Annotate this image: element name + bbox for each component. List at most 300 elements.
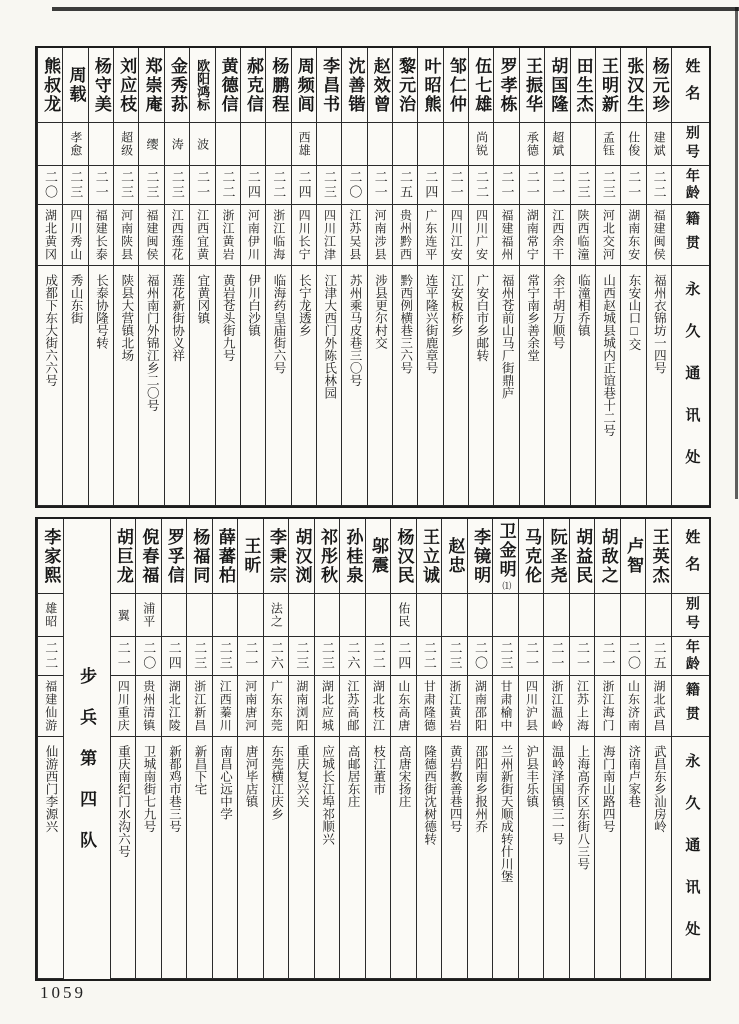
person-age	[519, 637, 544, 676]
person-address	[266, 266, 290, 506]
person-name-text: 张汉生	[624, 56, 644, 114]
person-column	[161, 519, 187, 979]
person-address-text: 济南卢家巷	[626, 745, 641, 808]
person-age-text: 二一	[549, 641, 565, 671]
roster-table-top	[35, 46, 711, 508]
person-native-place-text: 江苏吴县	[347, 209, 362, 261]
person-address-text: 沪县丰乐镇	[524, 745, 539, 808]
person-age-text: 二二	[370, 641, 386, 671]
person-alias-text: 建斌	[652, 131, 667, 157]
person-alias	[165, 123, 189, 166]
person-alias	[545, 123, 569, 166]
person-alias-text: 波	[195, 137, 210, 151]
person-native-place	[111, 676, 136, 737]
person-age-text: 二二	[43, 641, 59, 671]
person-name	[136, 519, 161, 594]
person-address	[190, 266, 214, 506]
person-column	[135, 519, 161, 979]
person-native-place-text: 浙江海门	[601, 680, 616, 732]
person-age	[444, 166, 468, 205]
field-header-address: 永久通讯处	[672, 737, 709, 979]
person-name	[468, 519, 493, 594]
person-address	[111, 737, 136, 979]
person-name-text: 孙桂泉	[343, 527, 363, 585]
person-name-text: 杨守美	[91, 56, 111, 114]
person-name	[38, 519, 63, 594]
person-age-text: 二五	[398, 170, 414, 200]
person-column	[341, 48, 366, 506]
person-name	[444, 48, 468, 123]
person-age	[368, 166, 392, 205]
person-alias	[213, 594, 238, 637]
person-address-text: 秀山东街	[69, 274, 84, 324]
person-address-text: 山西赵城县城内正谊巷十二号	[601, 274, 616, 437]
person-column	[367, 48, 392, 506]
person-alias	[493, 594, 518, 637]
person-name	[165, 48, 189, 123]
person-native-place-text: 福建仙游	[43, 680, 58, 732]
person-alias	[340, 594, 365, 637]
person-name-text: 薛蕃柏	[215, 527, 235, 585]
person-alias	[647, 123, 671, 166]
person-name	[315, 519, 340, 594]
person-age	[315, 637, 340, 676]
person-age	[38, 166, 62, 205]
person-age	[292, 166, 316, 205]
person-age	[63, 166, 87, 205]
person-address-text: 苏州乘马皮巷三〇号	[348, 274, 363, 387]
person-alias	[38, 594, 63, 637]
person-age	[289, 637, 314, 676]
person-address	[38, 737, 63, 979]
person-age	[621, 637, 646, 676]
person-age-text: 二一	[626, 170, 642, 200]
person-name	[545, 48, 569, 123]
person-age	[469, 166, 493, 205]
person-native-place-text: 四川江津	[322, 209, 337, 261]
person-name-text: 熊叔龙	[41, 56, 61, 114]
person-name-text: 杨元珍	[649, 56, 669, 114]
person-name-text: 罗孝栋	[497, 56, 517, 114]
person-address	[494, 266, 518, 506]
person-age	[340, 637, 365, 676]
person-native-place	[646, 676, 671, 737]
person-name-text: 黎元治	[396, 56, 416, 114]
person-address	[596, 266, 620, 506]
person-address-text: 温岭泽国镇三一号	[550, 745, 565, 845]
person-native-place-text: 江苏高邮	[345, 680, 360, 732]
person-name	[317, 48, 341, 123]
person-native-place-text: 湖北黄冈	[43, 209, 58, 261]
person-address-text: 黄岩教善巷四号	[448, 745, 463, 833]
person-native-place	[266, 205, 290, 266]
person-address-text: 福州衣锦坊一四号	[652, 274, 667, 374]
person-address	[621, 266, 645, 506]
field-header-native: 籍贯	[672, 676, 709, 737]
person-address-text: 上海高乔区东街八三号	[575, 745, 590, 870]
person-column	[441, 519, 467, 979]
person-address	[63, 266, 87, 506]
person-native-place-text: 广东连平	[423, 209, 438, 261]
person-alias	[417, 594, 442, 637]
person-name-text: 李昌书	[320, 56, 340, 114]
person-age-text: 二一	[600, 641, 616, 671]
person-address-text: 兰州新街天顺成转什川堡	[499, 745, 514, 883]
person-native-place-text: 河南伊川	[246, 209, 261, 261]
person-column	[288, 519, 314, 979]
person-address-text: 东安山口□交	[627, 274, 642, 351]
person-address	[38, 266, 62, 506]
person-address-text: 涉县更尔村交	[373, 274, 388, 349]
person-alias	[596, 123, 620, 166]
person-address-text: 东莞横江庆乡	[269, 745, 284, 820]
person-age-text: 二二	[421, 641, 437, 671]
person-age	[545, 166, 569, 205]
person-name-text: 倪春福	[139, 527, 159, 585]
person-native-place	[442, 676, 467, 737]
person-name	[544, 519, 569, 594]
person-native-place	[139, 205, 163, 266]
person-native-place-text: 贵州黔西	[398, 209, 413, 261]
person-column	[569, 519, 595, 979]
person-name-text: 沈善锴	[345, 56, 365, 114]
person-column	[314, 519, 340, 979]
person-alias	[520, 123, 544, 166]
person-alias	[621, 594, 646, 637]
person-address	[646, 737, 671, 979]
person-name-text: 胡敌之	[598, 527, 618, 585]
person-column	[62, 48, 87, 506]
person-native-place-text: 陕西临潼	[576, 209, 591, 261]
person-name-text: 李镜明	[471, 527, 491, 585]
person-column	[544, 48, 569, 506]
page-number: 1059	[40, 983, 86, 1002]
person-native-place	[366, 676, 391, 737]
person-column	[595, 48, 620, 506]
person-column	[316, 48, 341, 506]
person-name-text: 欧阳鸿标	[195, 59, 211, 111]
person-age-text: 二三	[192, 641, 208, 671]
person-address	[213, 737, 238, 979]
person-age	[366, 637, 391, 676]
person-native-place	[444, 205, 468, 266]
person-address-text: 黄岩苍头街九号	[221, 274, 236, 362]
person-alias-text: 西雄	[297, 131, 312, 157]
person-address	[238, 737, 263, 979]
person-address-text: 枝江董市	[371, 745, 386, 795]
person-native-place	[571, 205, 595, 266]
person-address-text: 长宁龙透乡	[297, 274, 312, 337]
field-header-alias: 别号	[672, 123, 709, 166]
person-age-text: 二一	[524, 170, 540, 200]
person-name-text: 祁彤秋	[317, 527, 337, 585]
person-native-place-text: 四川长宁	[297, 209, 312, 261]
person-name	[241, 48, 265, 123]
person-native-place-text: 湖南常宁	[525, 209, 540, 261]
person-address	[264, 737, 289, 979]
person-name-text: 胡国隆	[548, 56, 568, 114]
person-column	[265, 48, 290, 506]
person-alias	[469, 123, 493, 166]
person-column	[240, 48, 265, 506]
person-name-text: 金秀荪	[167, 56, 187, 114]
person-native-place	[162, 676, 187, 737]
person-name	[596, 48, 620, 123]
person-alias	[393, 123, 417, 166]
person-address	[391, 737, 416, 979]
person-name	[647, 48, 671, 123]
person-native-place-text: 江苏上海	[575, 680, 590, 732]
person-native-place	[315, 676, 340, 737]
person-age	[111, 637, 136, 676]
person-column	[189, 48, 214, 506]
person-native-place-text: 四川沪县	[524, 680, 539, 732]
person-address	[647, 266, 671, 506]
person-native-place-text: 湖南东安	[626, 209, 641, 261]
person-native-place-text: 河南涉县	[373, 209, 388, 261]
person-alias	[136, 594, 161, 637]
person-age	[139, 166, 163, 205]
person-name	[89, 48, 113, 123]
person-name	[190, 48, 214, 123]
person-name-text: 邬震	[369, 537, 388, 575]
roster-table-bottom	[35, 517, 711, 981]
person-name	[391, 519, 416, 594]
person-name	[238, 519, 263, 594]
person-address	[417, 737, 442, 979]
person-name	[63, 48, 87, 123]
field-header-age: 年龄	[672, 637, 709, 676]
person-column	[417, 48, 442, 506]
person-native-place	[342, 205, 366, 266]
person-age-text: 二〇	[626, 641, 642, 671]
person-name-text: 王立诚	[420, 527, 440, 585]
person-column	[88, 48, 113, 506]
person-address-text: 仙游西门李源兴	[43, 745, 58, 833]
person-name	[571, 48, 595, 123]
person-alias	[264, 594, 289, 637]
person-native-place-text: 浙江新昌	[192, 680, 207, 732]
person-alias-text: 佑民	[396, 602, 411, 628]
person-column	[645, 519, 671, 979]
person-age	[494, 166, 518, 205]
scan-artifact-top-edge	[52, 7, 739, 11]
person-address	[595, 737, 620, 979]
person-alias	[238, 594, 263, 637]
unit-label: 步兵第四队	[77, 667, 97, 872]
person-native-place-text: 甘肃隆德	[422, 680, 437, 732]
person-address-text: 隆德西街沈树德转	[422, 745, 437, 845]
person-alias	[89, 123, 113, 166]
person-column	[263, 519, 289, 979]
person-name-text: 叶昭熊	[421, 56, 441, 114]
person-address	[519, 737, 544, 979]
person-native-place	[368, 205, 392, 266]
field-header-native: 籍贯	[672, 205, 709, 266]
person-native-place-text: 四川重庆	[116, 680, 131, 732]
person-native-place-text: 浙江临海	[271, 209, 286, 261]
person-address	[570, 737, 595, 979]
person-name	[595, 519, 620, 594]
person-address	[139, 266, 163, 506]
person-native-place-text: 湖北应城	[320, 680, 335, 732]
person-name-text: 伍七雄	[472, 56, 492, 114]
person-age-text: 二四	[245, 170, 261, 200]
person-name-text: 胡益民	[573, 527, 593, 585]
person-address-text: 江津大西门外陈氏林园	[322, 274, 337, 399]
person-native-place-text: 湖北枝江	[371, 680, 386, 732]
person-name-text: 杨福同	[190, 527, 210, 585]
person-alias	[391, 594, 416, 637]
person-native-place	[114, 205, 138, 266]
person-alias	[621, 123, 645, 166]
person-age-text: 二六	[345, 641, 361, 671]
person-name-text: 郑崇庵	[142, 56, 162, 114]
person-native-place	[418, 205, 442, 266]
person-name	[264, 519, 289, 594]
person-name	[418, 48, 442, 123]
person-native-place-text: 江西余干	[550, 209, 565, 261]
person-address-text: 成都下东大街六六号	[43, 274, 58, 387]
person-address-text: 重庆复兴关	[295, 745, 310, 808]
person-age-text: 二三	[68, 170, 84, 200]
person-native-place	[216, 205, 240, 266]
person-address-text: 临潼相乔镇	[576, 274, 591, 337]
person-alias	[241, 123, 265, 166]
field-header-name: 姓名	[672, 48, 709, 123]
person-age	[264, 637, 289, 676]
person-alias	[114, 123, 138, 166]
person-native-place	[544, 676, 569, 737]
person-alias	[216, 123, 240, 166]
person-age	[114, 166, 138, 205]
person-age-text: 二三	[600, 170, 616, 200]
person-age	[417, 637, 442, 676]
person-column	[215, 48, 240, 506]
person-age	[442, 637, 467, 676]
person-alias	[162, 594, 187, 637]
person-native-place-text: 浙江黄岩	[447, 680, 462, 732]
person-age	[187, 637, 212, 676]
person-column	[467, 519, 493, 979]
person-name	[366, 519, 391, 594]
person-age-text: 二一	[93, 170, 109, 200]
scan-artifact-right-edge	[735, 7, 738, 499]
person-name-text: 杨汉民	[394, 527, 414, 585]
person-name	[187, 519, 212, 594]
person-alias	[570, 594, 595, 637]
person-column	[164, 48, 189, 506]
person-address	[444, 266, 468, 506]
person-address	[418, 266, 442, 506]
field-header-name: 姓名	[672, 519, 709, 594]
person-alias	[289, 594, 314, 637]
person-age-text: 二一	[243, 641, 259, 671]
person-name	[621, 48, 645, 123]
person-age-text: 二三	[319, 641, 335, 671]
person-column	[620, 48, 645, 506]
person-age	[646, 637, 671, 676]
person-name	[139, 48, 163, 123]
person-age-text: 二〇	[472, 641, 488, 671]
person-age	[38, 637, 63, 676]
person-native-place-text: 湖南浏阳	[294, 680, 309, 732]
person-age-text: 二三	[575, 170, 591, 200]
person-name	[342, 48, 366, 123]
person-native-place-text: 福建闽侯	[144, 209, 159, 261]
person-alias	[317, 123, 341, 166]
person-native-place	[292, 205, 316, 266]
person-alias-text: 雄昭	[43, 602, 58, 628]
person-age-text: 二三	[169, 170, 185, 200]
person-native-place-text: 浙江黄岩	[221, 209, 236, 261]
person-address-text: 常宁南乡善余堂	[525, 274, 540, 362]
person-column	[110, 519, 136, 979]
person-address	[136, 737, 161, 979]
person-address-text: 陕县大营镇北场	[119, 274, 134, 362]
person-age	[136, 637, 161, 676]
person-column	[570, 48, 595, 506]
person-address-text: 伊川白沙镇	[246, 274, 261, 337]
person-age	[393, 166, 417, 205]
person-column	[443, 48, 468, 506]
person-age-text: 二一	[499, 170, 515, 200]
person-native-place	[469, 205, 493, 266]
person-name-text: 邹仁仲	[446, 56, 466, 114]
person-native-place-text: 河南唐河	[243, 680, 258, 732]
person-address-text: 黔西例横巷三六号	[398, 274, 413, 374]
person-native-place-text: 贵州清镇	[141, 680, 156, 732]
person-column	[390, 519, 416, 979]
person-native-place	[165, 205, 189, 266]
person-address-text: 福州苍前山马厂街鼎庐	[500, 274, 515, 399]
person-age-text: 二五	[651, 641, 667, 671]
person-name-text: 李家熙	[41, 527, 61, 585]
person-native-place	[340, 676, 365, 737]
person-age	[596, 166, 620, 205]
person-age-text: 二一	[115, 641, 131, 671]
person-native-place	[596, 205, 620, 266]
person-address	[469, 266, 493, 506]
field-header-alias: 别号	[672, 594, 709, 637]
person-address	[544, 737, 569, 979]
person-age	[544, 637, 569, 676]
person-age-text: 二二	[474, 170, 490, 200]
person-alias-text: 法之	[269, 602, 284, 628]
person-address-text: 临海药皇庙街六号	[272, 274, 286, 374]
person-age-text: 二一	[523, 641, 539, 671]
person-native-place	[570, 676, 595, 737]
person-native-place	[519, 676, 544, 737]
person-name	[114, 48, 138, 123]
person-name-text: 赵忠	[445, 537, 465, 575]
person-age-text: 二〇	[347, 170, 363, 200]
person-alias-text: 涛	[170, 137, 185, 151]
person-name	[520, 48, 544, 123]
person-native-place	[393, 205, 417, 266]
person-native-place	[545, 205, 569, 266]
person-address	[241, 266, 265, 506]
person-address	[368, 266, 392, 506]
person-address	[520, 266, 544, 506]
person-address	[468, 737, 493, 979]
person-column	[138, 48, 163, 506]
person-address-text: 邵阳南乡报州乔	[473, 745, 488, 833]
person-age	[190, 166, 214, 205]
person-age	[342, 166, 366, 205]
person-age	[216, 166, 240, 205]
person-address	[292, 266, 316, 506]
